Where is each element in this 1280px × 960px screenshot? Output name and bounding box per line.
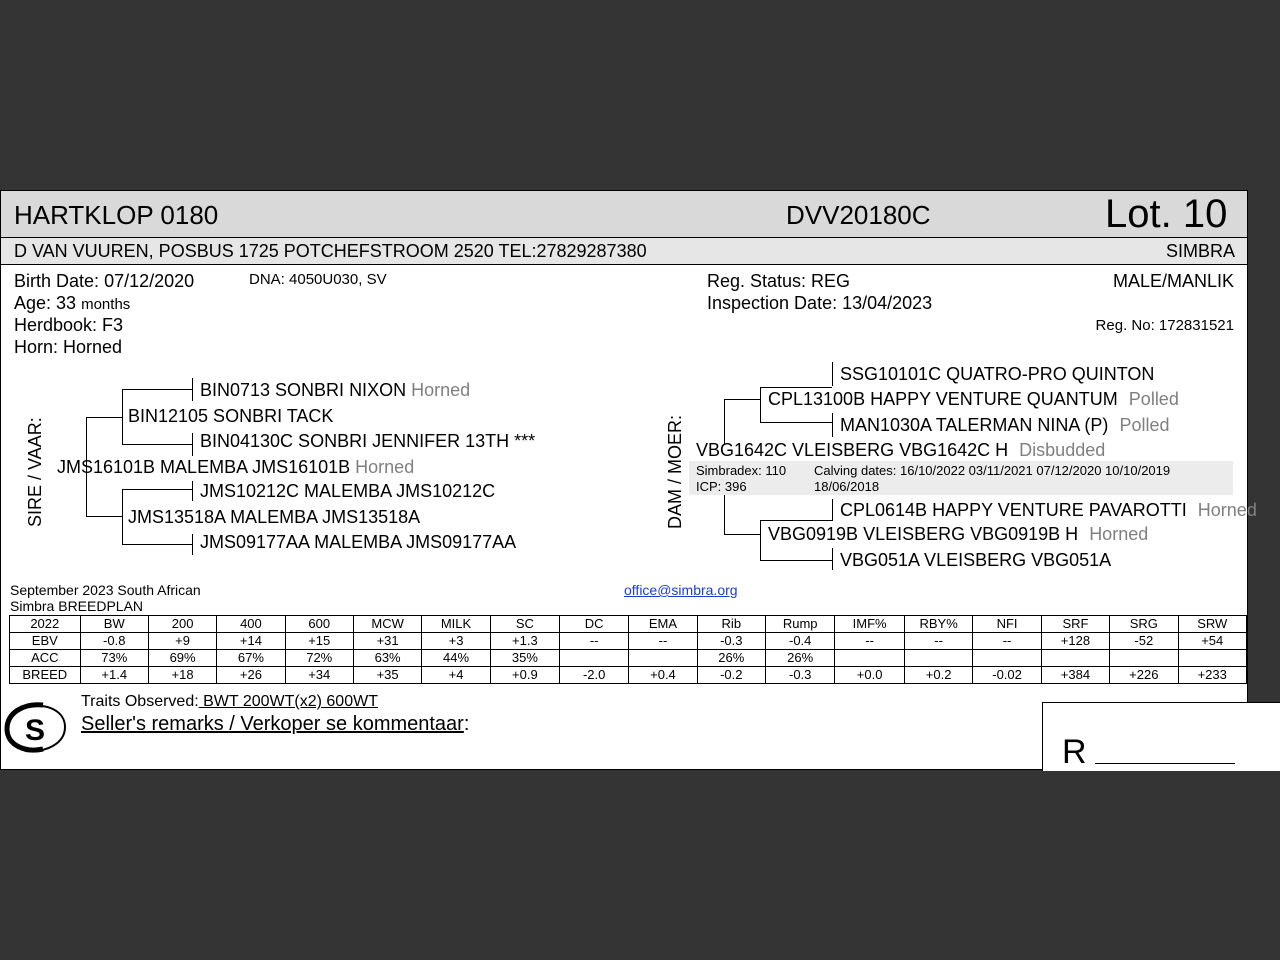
- breedplan-table: [9, 615, 1247, 684]
- table-cell: --: [560, 633, 629, 650]
- table-cell: +0.9: [490, 667, 559, 684]
- table-cell: MCW: [353, 616, 421, 633]
- table-cell: +18: [148, 667, 216, 684]
- table-cell: DC: [560, 616, 629, 633]
- table-cell: +14: [217, 633, 285, 650]
- animal-id: DVV20180C: [786, 200, 931, 230]
- reg-status: Reg. Status: REG: [707, 271, 851, 291]
- calving-dates-2: 18/06/2018: [814, 479, 880, 494]
- age: [14, 293, 130, 314]
- sellers-remarks: [81, 713, 469, 736]
- lot-number: Lot. 10: [1105, 192, 1228, 236]
- table-cell: +3: [422, 633, 490, 650]
- table-cell: 400: [217, 616, 285, 633]
- table-cell: +35: [353, 667, 421, 684]
- sire-sire-sire: [200, 380, 470, 401]
- table-cell: +34: [285, 667, 353, 684]
- table-cell: -0.3: [765, 667, 834, 684]
- table-cell: IMF%: [835, 616, 904, 633]
- table-cell: [835, 650, 904, 667]
- table-cell: +233: [1178, 667, 1247, 684]
- age-value: 33: [56, 293, 77, 313]
- table-cell: BREED: [10, 667, 81, 684]
- birth-date-label: Birth Date:: [14, 271, 100, 291]
- table-cell: 63%: [353, 650, 421, 667]
- table-cell: +1.4: [80, 667, 148, 684]
- table-cell: --: [835, 633, 904, 650]
- dam-dam: [768, 524, 1148, 545]
- dam-name: VBG1642C VLEISBERG VBG1642C H: [696, 440, 1009, 460]
- table-cell: -0.2: [697, 667, 765, 684]
- table-cell: [973, 650, 1041, 667]
- remarks-colon: :: [463, 713, 470, 735]
- age-unit: months: [81, 296, 131, 313]
- horn-status: Horn: Horned: [14, 337, 123, 357]
- dam-sire-dam: [840, 415, 1169, 436]
- dam-label: DAM / MOER:: [665, 414, 685, 529]
- table-cell: SRF: [1041, 616, 1109, 633]
- price-line[interactable]: [1095, 763, 1235, 764]
- table-cell: 67%: [217, 650, 285, 667]
- table-cell: Rib: [697, 616, 765, 633]
- breedplan-title-1: September 2023 South African: [10, 582, 201, 598]
- ds-name: CPL13100B HAPPY VENTURE QUANTUM: [768, 389, 1118, 409]
- sire-dam-dam: JMS09177AA MALEMBA JMS09177AA: [200, 532, 517, 552]
- table-cell: 72%: [285, 650, 353, 667]
- table-header-row: [10, 616, 1247, 633]
- dam: [696, 440, 1105, 461]
- table-cell: 2022: [10, 616, 81, 633]
- table-cell: +0.4: [629, 667, 697, 684]
- email-link[interactable]: office@simbra.org: [624, 582, 738, 598]
- dam-sire: [768, 389, 1179, 410]
- birth-date: [14, 271, 194, 292]
- table-cell: -0.8: [80, 633, 148, 650]
- table-cell: -52: [1110, 633, 1178, 650]
- table-cell: 69%: [148, 650, 216, 667]
- table-cell: -0.3: [697, 633, 765, 650]
- table-cell: ACC: [10, 650, 81, 667]
- remarks-label: Seller's remarks / Verkoper se kommentaar: [81, 713, 464, 735]
- herdbook: Herdbook: F3: [14, 315, 124, 335]
- dsd-horn: Polled: [1119, 415, 1170, 435]
- age-label: Age:: [14, 293, 52, 313]
- sire-dam-sire: JMS10212C MALEMBA JMS10212C: [200, 481, 496, 501]
- sss-name: BIN0713 SONBRI NIXON: [200, 380, 407, 400]
- table-cell: --: [973, 633, 1041, 650]
- inspection-date: Inspection Date: 13/04/2023: [707, 293, 933, 313]
- icp: ICP: 396: [696, 479, 747, 494]
- owner-details: D VAN VUUREN, POSBUS 1725 POTCHEFSTROOM 2520 TEL:27829287380: [14, 241, 647, 261]
- dam-horn: Disbudded: [1019, 440, 1106, 460]
- table-row: [10, 650, 1247, 667]
- dd-name: VBG0919B VLEISBERG VBG0919B H: [768, 524, 1079, 544]
- dam-dam-sire: [840, 500, 1257, 521]
- ds-horn: Polled: [1128, 389, 1179, 409]
- table-cell: +0.2: [904, 667, 973, 684]
- traits-value: BWT 200WT(x2) 600WT: [198, 693, 378, 710]
- table-cell: +54: [1178, 633, 1247, 650]
- dds-horn: Horned: [1197, 500, 1257, 520]
- birth-date-value: 07/12/2020: [104, 271, 195, 291]
- table-cell: -0.4: [765, 633, 834, 650]
- table-cell: SRW: [1178, 616, 1247, 633]
- table-cell: 600: [285, 616, 353, 633]
- table-cell: [904, 650, 973, 667]
- table-cell: [1041, 650, 1109, 667]
- owner-bar: [1, 238, 1247, 265]
- table-cell: [560, 650, 629, 667]
- table-cell: +4: [422, 667, 490, 684]
- dam-dam-dam: VBG051A VLEISBERG VBG051A: [840, 550, 1112, 570]
- table-cell: MILK: [422, 616, 490, 633]
- dds-name: CPL0614B HAPPY VENTURE PAVAROTTI: [840, 500, 1187, 520]
- table-cell: BW: [80, 616, 148, 633]
- traits-observed: [81, 693, 378, 711]
- dsd-name: MAN1030A TALERMAN NINA (P): [840, 415, 1109, 435]
- sex: MALE/MANLIK: [1112, 271, 1234, 291]
- table-cell: 26%: [765, 650, 834, 667]
- simbradex: Simbradex: 110: [696, 463, 787, 478]
- table-cell: --: [904, 633, 973, 650]
- price-box: [1042, 702, 1280, 771]
- table-cell: EMA: [629, 616, 697, 633]
- table-cell: +26: [217, 667, 285, 684]
- header-bar: [1, 191, 1247, 238]
- sire-sire-dam: BIN04130C SONBRI JENNIFER 13TH ***: [200, 431, 536, 451]
- table-cell: EBV: [10, 633, 81, 650]
- table-cell: 35%: [490, 650, 559, 667]
- sire-name: JMS16101B MALEMBA JMS16101B: [57, 457, 351, 477]
- lot-card: [0, 190, 1257, 770]
- traits-label: Traits Observed:: [81, 693, 199, 710]
- simbra-logo-icon: [3, 701, 67, 755]
- logo-letter: S: [25, 714, 46, 747]
- table-cell: [1178, 650, 1247, 667]
- dna-info: DNA: 4050U030, SV: [249, 271, 387, 288]
- price-prefix: R: [1062, 733, 1087, 771]
- table-cell: +31: [353, 633, 421, 650]
- table-row: [10, 633, 1247, 650]
- dam-sire-sire: SSG10101C QUATRO-PRO QUINTON: [840, 364, 1155, 384]
- table-cell: 200: [148, 616, 216, 633]
- table-cell: 73%: [80, 650, 148, 667]
- table-cell: NFI: [973, 616, 1041, 633]
- sire-horn: Horned: [355, 457, 415, 477]
- table-cell: +15: [285, 633, 353, 650]
- animal-name: HARTKLOP 0180: [14, 200, 219, 230]
- calving-dates: Calving dates: 16/10/2022 03/11/2021 07/12/2020 10/10/2019: [814, 463, 1171, 478]
- breedplan-title-2: Simbra BREEDPLAN: [10, 598, 144, 614]
- table-cell: -0.02: [973, 667, 1041, 684]
- table-cell: RBY%: [904, 616, 973, 633]
- dd-horn: Horned: [1089, 524, 1149, 544]
- table-cell: 44%: [422, 650, 490, 667]
- sire: [57, 457, 414, 478]
- table-cell: +9: [148, 633, 216, 650]
- table-cell: [629, 650, 697, 667]
- table-cell: +226: [1110, 667, 1178, 684]
- table-cell: [1110, 650, 1178, 667]
- table-cell: --: [629, 633, 697, 650]
- table-cell: +384: [1041, 667, 1109, 684]
- sire-sire: BIN12105 SONBRI TACK: [128, 406, 334, 426]
- sire-dam: JMS13518A MALEMBA JMS13518A: [128, 507, 421, 527]
- reg-number: Reg. No: 172831521: [1095, 317, 1234, 334]
- table-row: [10, 667, 1247, 684]
- table-cell: SRG: [1110, 616, 1178, 633]
- table-cell: +128: [1041, 633, 1109, 650]
- breed-name: SIMBRA: [1165, 241, 1235, 261]
- table-cell: +1.3: [490, 633, 559, 650]
- table-cell: 26%: [697, 650, 765, 667]
- table-cell: SC: [490, 616, 559, 633]
- table-cell: -2.0: [560, 667, 629, 684]
- dam-stats-box: [689, 461, 1233, 495]
- sss-horn: Horned: [411, 380, 471, 400]
- sire-label: SIRE / VAAR:: [25, 417, 45, 527]
- table-cell: +0.0: [835, 667, 904, 684]
- table-cell: Rump: [765, 616, 834, 633]
